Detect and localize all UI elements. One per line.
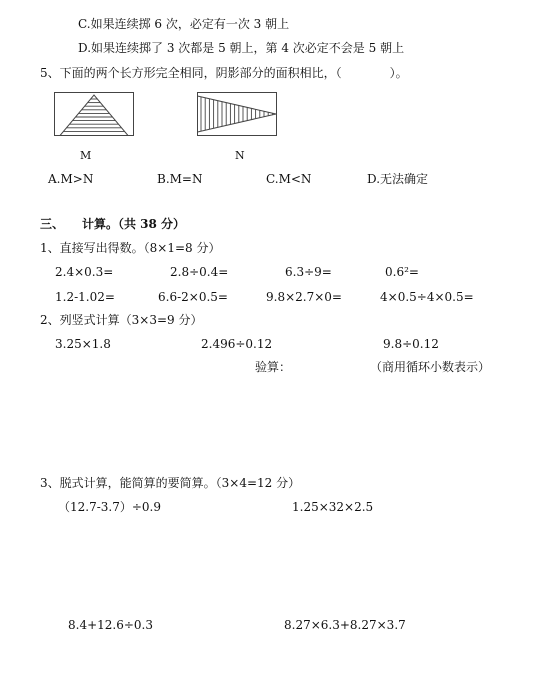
part2-problem: 2.496÷0.12 [201,337,273,351]
part1-problem: 6.6-2×0.5= [158,290,228,304]
q5-option-d: D.无法确定 [367,172,429,186]
q5-option-c: C.M<N [266,172,312,186]
section-title: 计算。（共 38 分） [82,217,186,231]
q5-option-a: A.M>N [48,172,94,186]
q5-option-b: B.M=N [157,172,203,186]
part2-note: （商用循环小数表示） [370,360,491,374]
part2-problem: 9.8÷0.12 [383,337,439,351]
part1-problem: 1.2-1.02= [55,290,115,304]
q5-text: 5、下面的两个长方形完全相同，阴影部分的面积相比，（ ）。 [40,66,408,80]
part1-problem: 2.8÷0.4= [170,265,229,279]
part3-problem: 1.25×32×2.5 [292,500,374,514]
check-label: 验算： [255,360,292,374]
part1-problem: 9.8×2.7×0= [266,290,342,304]
figure-m-label: M [80,149,92,162]
part1-problem: 6.3÷9= [285,265,332,279]
section-number: 三、 [40,217,65,231]
part3-heading: 3、脱式计算，能简算的要简算。（3×4=12 分） [40,476,301,490]
part2-problem: 3.25×1.8 [55,337,111,351]
part1-problem: 4×0.5÷4×0.5= [380,290,474,304]
part1-heading: 1、直接写出得数。（8×1=8 分） [40,241,221,255]
part2-heading: 2、列竖式计算（3×3=9 分） [40,313,203,327]
figure-n-rectangle [197,92,277,136]
part1-problem: 2.4×0.3= [55,265,114,279]
figure-m-rectangle [54,92,134,136]
part3-problem: （12.7-3.7）÷0.9 [58,500,161,514]
q4-option-c: C.如果连续掷 6 次，必定有一次 3 朝上 [78,17,290,31]
q4-option-d: D.如果连续掷了 3 次都是 5 朝上，第 4 次必定不会是 5 朝上 [78,41,405,55]
figure-n-label: N [235,149,245,162]
part1-problem: 0.6²= [385,265,419,279]
part3-problem: 8.27×6.3+8.27×3.7 [284,618,406,632]
part3-problem: 8.4+12.6÷0.3 [68,618,153,632]
